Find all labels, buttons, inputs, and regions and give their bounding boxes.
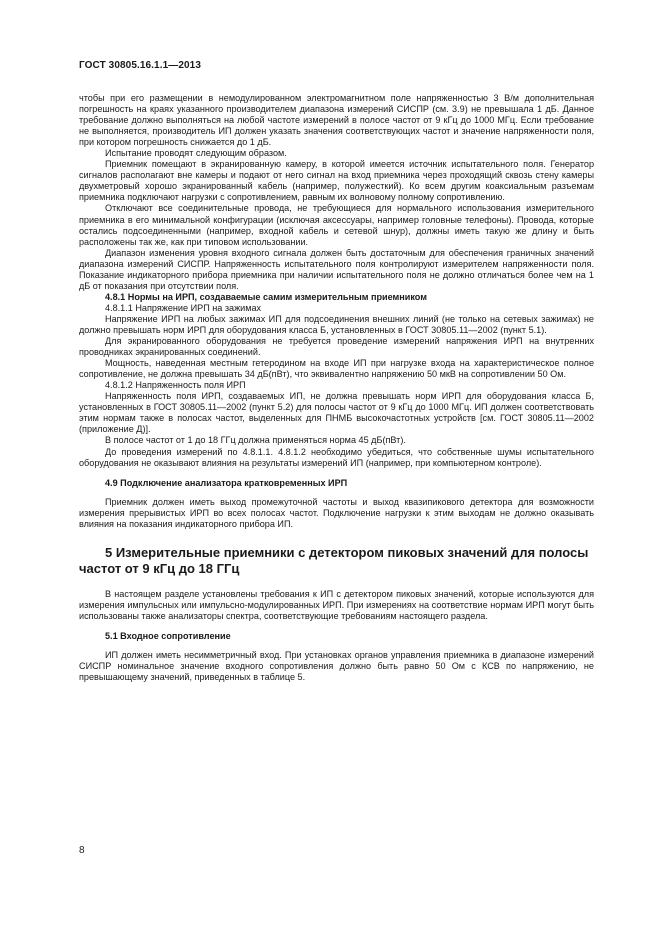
document-header: ГОСТ 30805.16.1.1—2013: [79, 60, 202, 71]
paragraph: В настоящем разделе установлены требования к ИП с детектором пиковых значений, которые используются для измерения импульсных или импульсно-модулированных ИРП. При измерениях на соответствие нормам ИРП могут быть использованы также анализаторы спектра, соответствующие требованиям настоящего раздела.: [79, 588, 594, 621]
paragraph: Испытание проводят следующим образом.: [105, 148, 287, 159]
paragraph: Приемник помещают в экранированную камеру, в которой имеется источник испытательного поля. Генератор сигналов располагают вне камеры и подают от него сигнал на вход приемника через проходящий сквозь стену камеры двухметровый хорошо экранированный кабель (например, полужесткий). Ко всем другим коаксиальным разъемам приемника подключают нагрузки с сопротивлением, равным их волновому полному сопротивлению.: [79, 159, 594, 203]
section-title-5: 5 Измерительные приемники с детектором пиковых значений для полосы частот от 9 кГц до 18 ГГц: [79, 544, 589, 576]
clause-heading-4-9: 4.9 Подключение анализатора кратковременных ИРП: [105, 477, 348, 488]
clause-heading-4-8-1: 4.8.1 Нормы на ИРП, создаваемые самим измерительным приемником: [105, 291, 427, 302]
page-number: 8: [79, 845, 85, 856]
paragraph: Мощность, наведенная местным гетеродином на входе ИП при нагрузке входа на характеристическое полное сопротивление, не должна превышать 34 дБ(пВт), что эквивалентно напряжению 50 мкВ на сопротивлении 50 Ом.: [79, 358, 594, 380]
paragraph: Для экранированного оборудования не требуется проведение измерений напряжения ИРП на внутренних проводниках экранированных соединений.: [79, 336, 594, 358]
document-body: [79, 93, 594, 683]
paragraph: Приемник должен иметь выход промежуточной частоты и выход квазипикового детектора для возможности измерения прерывистых ИРП во всех полосах частот. Подключение нагрузки к этим выходам не должно оказывать влияния на показания индикаторного прибора ИП.: [79, 496, 594, 529]
paragraph: ИП должен иметь несимметричный вход. При установках органов управления приемника в диапазоне измерений СИСПР номинальное значение входного сопротивления должно быть равно 50 Ом с КСВ по напряжению, не превышающему значений, приведенных в таблице 5.: [79, 649, 594, 683]
paragraph: До проведения измерений по 4.8.1.1. 4.8.1.2 необходимо убедиться, что собственные шумы испытательного оборудования не оказывают влияния на результаты измерений ИП (например, при компьютерном контроле).: [79, 446, 594, 468]
clause-heading-4-8-1-1: 4.8.1.1 Напряжение ИРП на зажимах: [105, 302, 262, 313]
paragraph: Диапазон изменения уровня входного сигнала должен быть достаточным для обеспечения граничных значений диапазона измерений СИСПР. Напряженность испытательного поля контролируют измерителем напряженности поля. Показание индикаторного прибора приемника при наличии испытательного поля не должно отличаться более чем на 1 дБ от показания при отсутствии поля.: [79, 247, 594, 291]
clause-heading-5-1: 5.1 Входное сопротивление: [105, 630, 231, 641]
paragraph: чтобы при его размещении в немодулированном электромагнитном поле напряженностью 3 В/м дополнительная погрешность на краях указанного производителем диапазона измерений СИСПР (см. 3.9) не превышала 1 дБ. Данное требование должно выполняться на любой частоте измерений в полосе частот от 9 кГц до 1000 МГц. Если требование не выполняется, производитель ИП должен указать значения соответствующих частот и значение напряженности поля, при котором погрешность снижается до 1 дБ.: [79, 93, 594, 148]
paragraph: Напряженность поля ИРП, создаваемых ИП, не должна превышать норм ИРП для оборудования класса Б, установленных в ГОСТ 30805.11—2002 (пункт 5.2) для полосы частот от 9 кГц до 1000 МГц. ИП должен соответствовать этим нормам также в полосах частот, выделенных для ПНМБ высокочастотных устройств [см. ГОСТ 30805.11—2002 (приложение Д)].: [79, 391, 594, 435]
paragraph: В полосе частот от 1 до 18 ГГц должна применяться норма 45 дБ(пВт).: [105, 435, 406, 446]
clause-heading-4-8-1-2: 4.8.1.2 Напряженность поля ИРП: [105, 380, 246, 391]
paragraph: Отключают все соединительные провода, не требующиеся для нормального использования измерительного приемника в его минимальной конфигурации (исключая аксессуары, например головные телефоны). Провода, которые остались подсоединенными (например, входной кабель и сетевой шнур), должны иметь такую же длину и быть расположены так же, как при типовом использовании.: [79, 203, 594, 247]
paragraph: Напряжение ИРП на любых зажимах ИП для подсоединения внешних линий (не только на сетевых зажимах) не должно превышать норм ИРП для оборудования класса Б, установленных в ГОСТ 30805.11—2002 (пункт 5.1).: [79, 313, 594, 335]
